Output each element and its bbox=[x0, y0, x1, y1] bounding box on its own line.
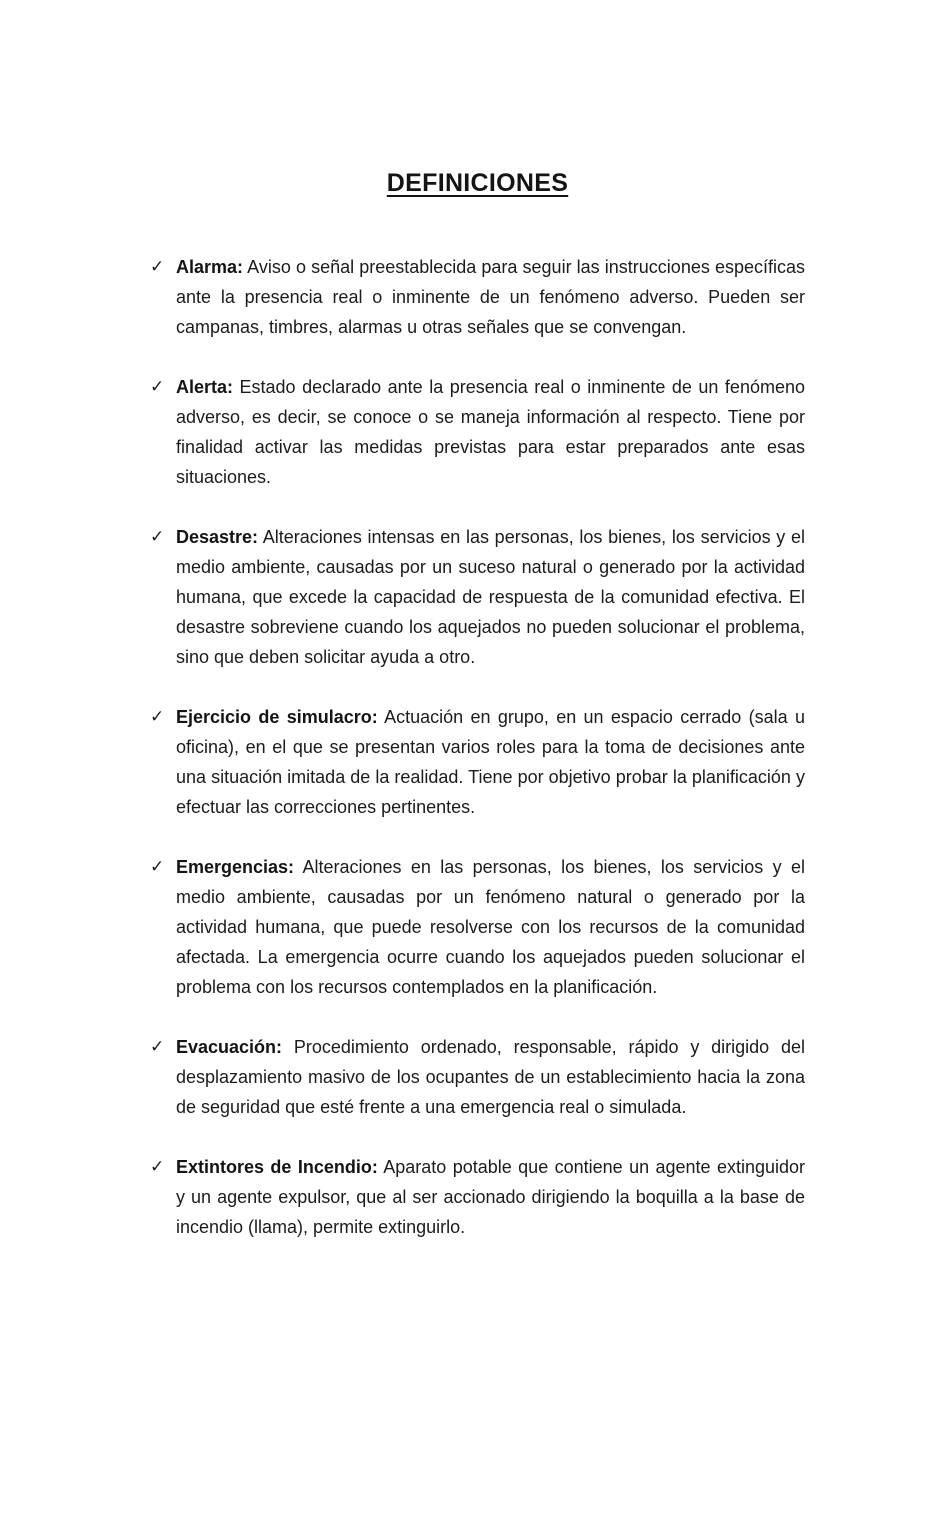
definition-text: Estado declarado ante la presencia real o inminente de un fenómeno adverso, es decir, se conoce o se maneja información al respecto. Tiene por finalidad activar las medidas previstas para estar preparados ante esas situaciones. bbox=[176, 377, 805, 487]
definition-term: Ejercicio de simulacro: bbox=[176, 707, 378, 727]
definition-term: Emergencias: bbox=[176, 857, 295, 877]
definition-term: Extintores de Incendio: bbox=[176, 1157, 378, 1177]
definition-text: Aviso o señal preestablecida para seguir las instrucciones específicas ante la presencia real o inminente de un fenómeno adverso. Pueden ser campanas, timbres, alarmas u otras señales que se convengan. bbox=[176, 257, 805, 337]
checkmark-icon: ✓ bbox=[150, 707, 165, 726]
definition-text: Aparato potable que contiene un agente extinguidor y un agente expulsor, que al ser accionado dirigiendo la boquilla a la base de incendio (llama), permite extinguirlo. bbox=[176, 1157, 806, 1237]
definition-text: Procedimiento ordenado, responsable, rápido y dirigido del desplazamiento masivo de los ocupantes de un establecimiento hacia la zona de seguridad que esté frente a una emergencia real o simulada. bbox=[176, 1037, 805, 1117]
definition-item-alerta bbox=[150, 372, 805, 492]
definition-term: Evacuación: bbox=[176, 1037, 283, 1057]
definition-term: Desastre: bbox=[176, 527, 259, 547]
definition-term: Alarma: bbox=[176, 257, 244, 277]
checkmark-icon: ✓ bbox=[150, 257, 165, 276]
checkmark-icon: ✓ bbox=[150, 527, 165, 546]
page-title: DEFINICIONES bbox=[386, 169, 569, 197]
definition-term: Alerta: bbox=[176, 377, 234, 397]
definition-item-evacuacion bbox=[150, 1032, 805, 1122]
checkmark-icon: ✓ bbox=[150, 1037, 165, 1056]
definition-text: Alteraciones en las personas, los bienes, los servicios y el medio ambiente, causadas por un fenómeno natural o generado por la actividad humana, que puede resolverse con los recursos de la comunidad afectada. La emergencia ocurre cuando los aquejados pueden solucionar el problema con los recursos contemplados en la planificación. bbox=[176, 857, 805, 997]
definition-item-extintores-de-incendio bbox=[150, 1152, 805, 1242]
definitions-list bbox=[150, 252, 805, 1242]
checkmark-icon: ✓ bbox=[150, 377, 165, 396]
definition-item-alarma bbox=[150, 252, 805, 342]
definition-text: Actuación en grupo, en un espacio cerrado (sala u oficina), en el que se presentan varios roles para la toma de decisiones ante una situación imitada de la realidad. Tiene por objetivo probar la planificación y efectuar las correcciones pertinentes. bbox=[176, 707, 805, 817]
checkmark-icon: ✓ bbox=[150, 857, 165, 876]
definition-text: Alteraciones intensas en las personas, los bienes, los servicios y el medio ambiente, causadas por un suceso natural o generado por la actividad humana, que excede la capacidad de respuesta de la comunidad efectiva. El desastre sobreviene cuando los aquejados no pueden solucionar el problema, sino que deben solicitar ayuda a otro. bbox=[176, 527, 805, 667]
definition-item-ejercicio-de-simulacro bbox=[150, 702, 805, 822]
definition-item-desastre bbox=[150, 522, 805, 672]
definition-item-emergencias bbox=[150, 852, 805, 1002]
checkmark-icon: ✓ bbox=[150, 1157, 165, 1176]
